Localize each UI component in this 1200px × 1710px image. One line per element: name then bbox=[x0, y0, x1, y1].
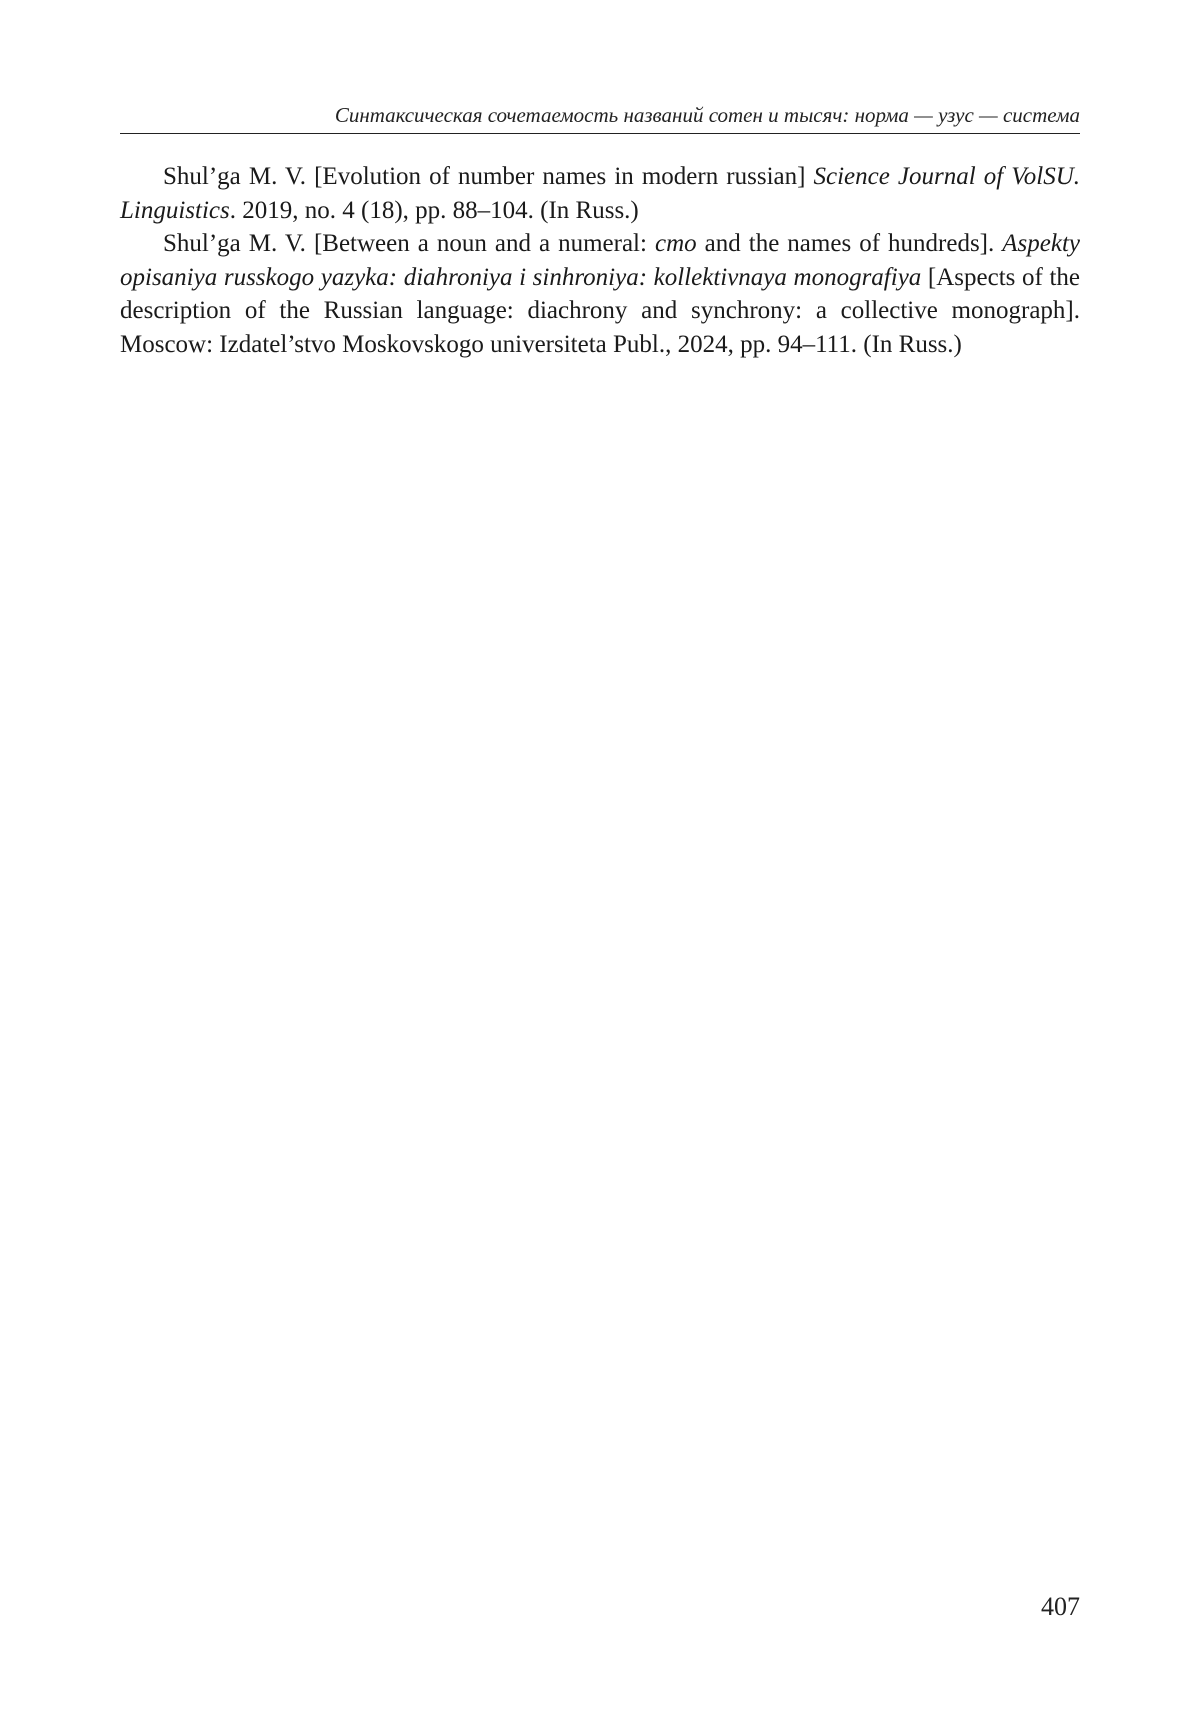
reference-author: Shul’ga M. V. bbox=[163, 163, 307, 190]
reference-book-title: Aspekty opisaniya russkogo yazyka: diahroniya i sinhroniya: kollektivnaya monografiya bbox=[120, 230, 1081, 291]
reference-entry bbox=[120, 160, 1080, 227]
reference-list bbox=[120, 160, 1080, 362]
reference-title-italic: сто bbox=[654, 230, 697, 258]
running-header: Синтаксическая сочетаемость названий сотен и тысяч: норма — узус — система bbox=[120, 100, 1080, 134]
reference-book-translation: [Aspects of the description of the Russian language: diachrony and synchrony: a collective monograph]. Moscow: Izdatel’stvo Moskovskogo universiteta Publ., 2024, pp. 94–111. (In Russ.) bbox=[120, 263, 1081, 358]
reference-author: Shul’ga M. V. bbox=[163, 230, 306, 258]
reference-details: . 2019, no. 4 (18), pp. 88–104. (In Russ.) bbox=[229, 196, 639, 224]
page-number: 407 bbox=[1041, 1592, 1080, 1621]
reference-title: [Evolution of number names in modern russian] bbox=[314, 163, 806, 190]
reference-title-start: [Between a noun and a numeral: bbox=[313, 230, 647, 258]
reference-title-end: and the names of hundreds]. bbox=[704, 230, 995, 258]
reference-journal: Science Journal of VolSU. Linguistics bbox=[120, 163, 1081, 224]
reference-entry bbox=[120, 227, 1080, 361]
